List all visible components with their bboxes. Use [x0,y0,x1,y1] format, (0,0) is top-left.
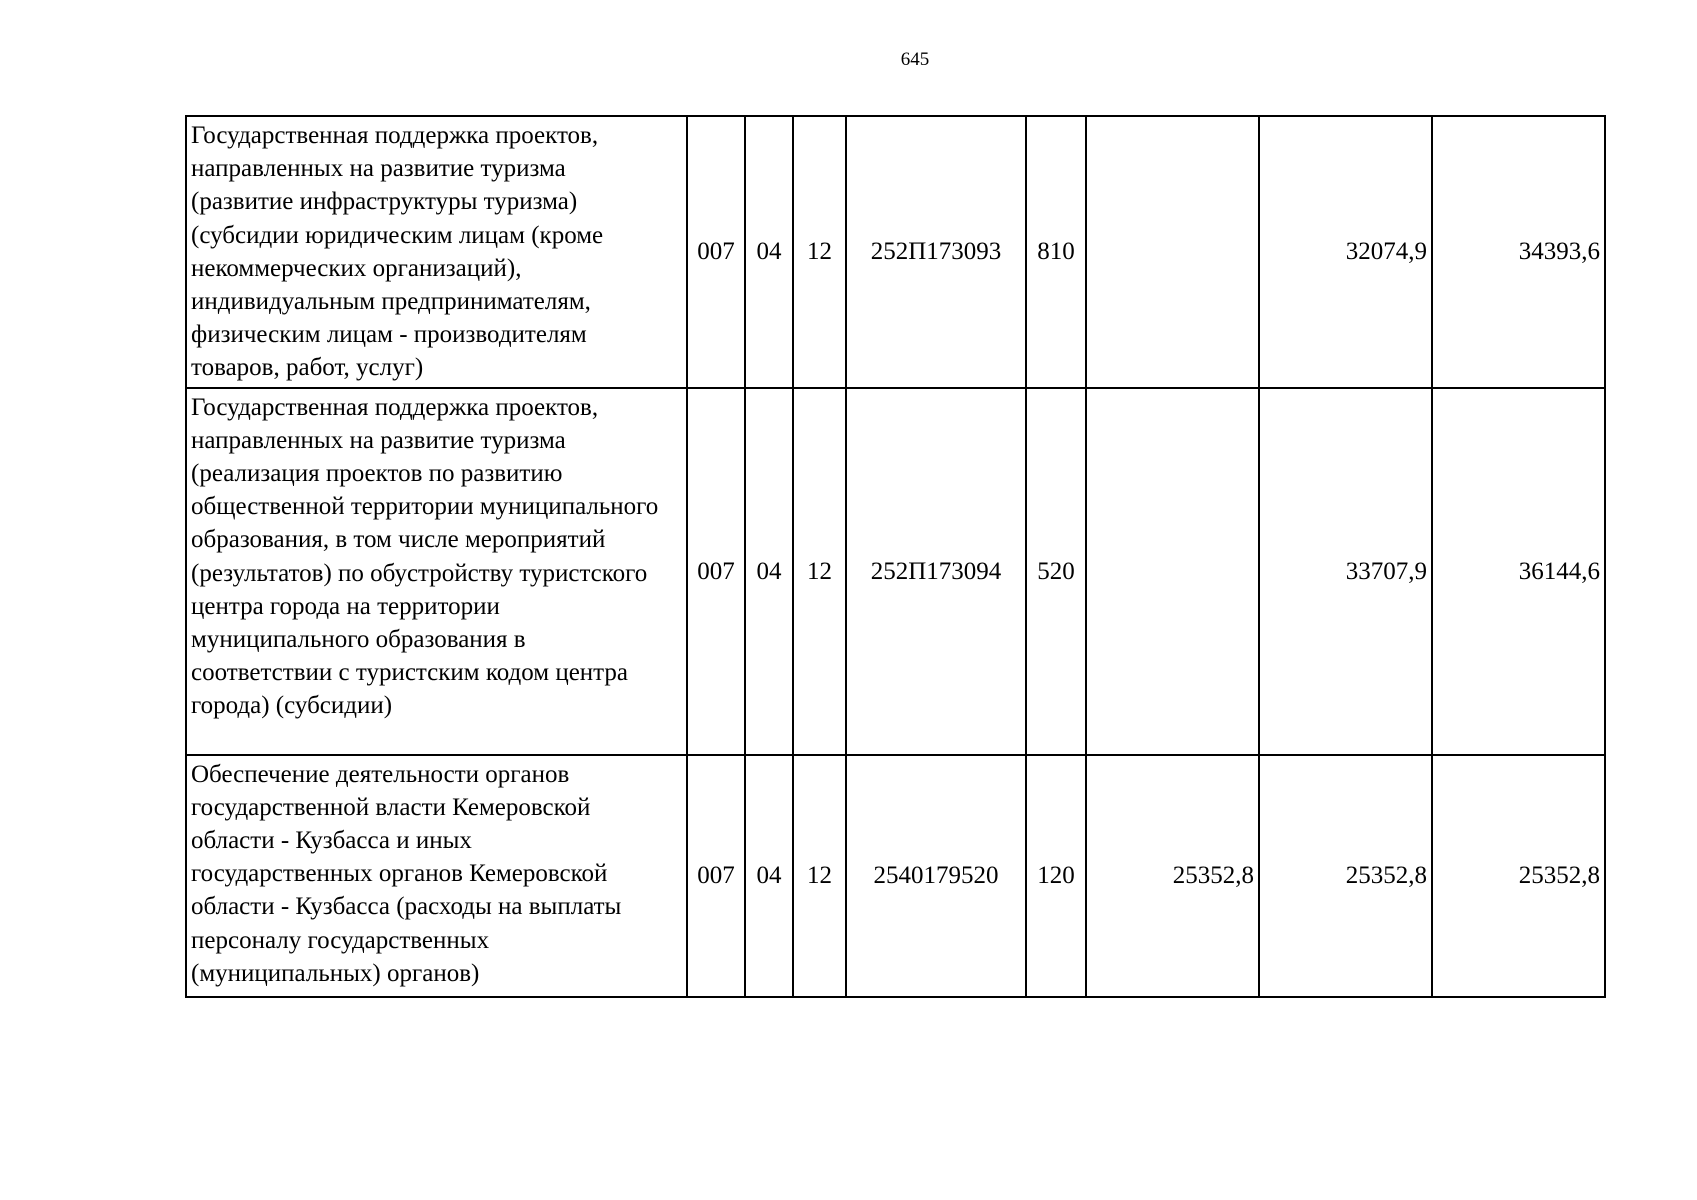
description-line: города) (субсидии) [191,692,393,720]
row-description [186,388,687,755]
amount-year-2: 32074,9 [1259,116,1432,388]
subsection-code: 12 [793,755,846,997]
section-code: 04 [745,116,793,388]
description-line: государственных органов Кемеровской [191,860,608,888]
description-line: области - Кузбасса (расходы на выплаты [191,893,622,921]
description-line: соответствии с туристским кодом центра [191,659,628,687]
expense-type-code: 120 [1026,755,1086,997]
amount-year-3: 25352,8 [1432,755,1605,997]
description-line: направленных на развитие туризма [191,426,566,454]
description-line: образования, в том числе мероприятий [191,526,606,554]
target-article-code: 2540179520 [846,755,1026,997]
subsection-code: 12 [793,116,846,388]
table-row [186,388,1605,755]
section-code: 04 [745,388,793,755]
row-description [186,755,687,997]
subsection-code: 12 [793,388,846,755]
description-line: Государственная поддержка проектов, [191,122,599,149]
description-line: физическим лицам - производителям [191,321,587,349]
amount-year-1 [1086,388,1259,755]
expense-type-code: 520 [1026,388,1086,755]
expense-type-code: 810 [1026,116,1086,388]
ministry-code: 007 [687,388,745,755]
description-line: персоналу государственных [191,926,490,954]
table-row [186,755,1605,997]
amount-year-2: 33707,9 [1259,388,1432,755]
description-line: муниципального образования в [191,626,526,654]
description-line: Обеспечение деятельности органов [191,760,570,788]
amount-year-1: 25352,8 [1086,755,1259,997]
amount-year-1 [1086,116,1259,388]
description-line: общественной территории муниципального [191,493,659,521]
description-line: индивидуальным предпринимателям, [191,288,591,316]
description-line: направленных на развитие туризма [191,155,566,183]
ministry-code: 007 [687,116,745,388]
description-line: государственной власти Кемеровской [191,793,591,821]
amount-year-3: 36144,6 [1432,388,1605,755]
description-line: (муниципальных) органов) [191,959,480,987]
description-line: (реализация проектов по развитию [191,460,563,488]
description-line: товаров, работ, услуг) [191,354,424,382]
description-line: (развитие инфраструктуры туризма) [191,188,578,216]
description-line: некоммерческих организаций), [191,254,522,282]
target-article-code: 252П173093 [846,116,1026,388]
target-article-code: 252П173094 [846,388,1026,755]
description-line: (субсидии юридическим лицам (кроме [191,221,604,249]
ministry-code: 007 [687,755,745,997]
amount-year-2: 25352,8 [1259,755,1432,997]
description-line: Государственная поддержка проектов, [191,393,599,421]
description-line: области - Кузбасса и иных [191,827,472,855]
page-number: 645 [900,49,930,70]
row-description [186,116,687,388]
section-code: 04 [745,755,793,997]
amount-year-3: 34393,6 [1432,116,1605,388]
description-line: (результатов) по обустройству туристского [191,559,648,587]
table-row [186,116,1605,388]
budget-table [185,115,1606,998]
description-line: центра города на территории [191,592,500,620]
